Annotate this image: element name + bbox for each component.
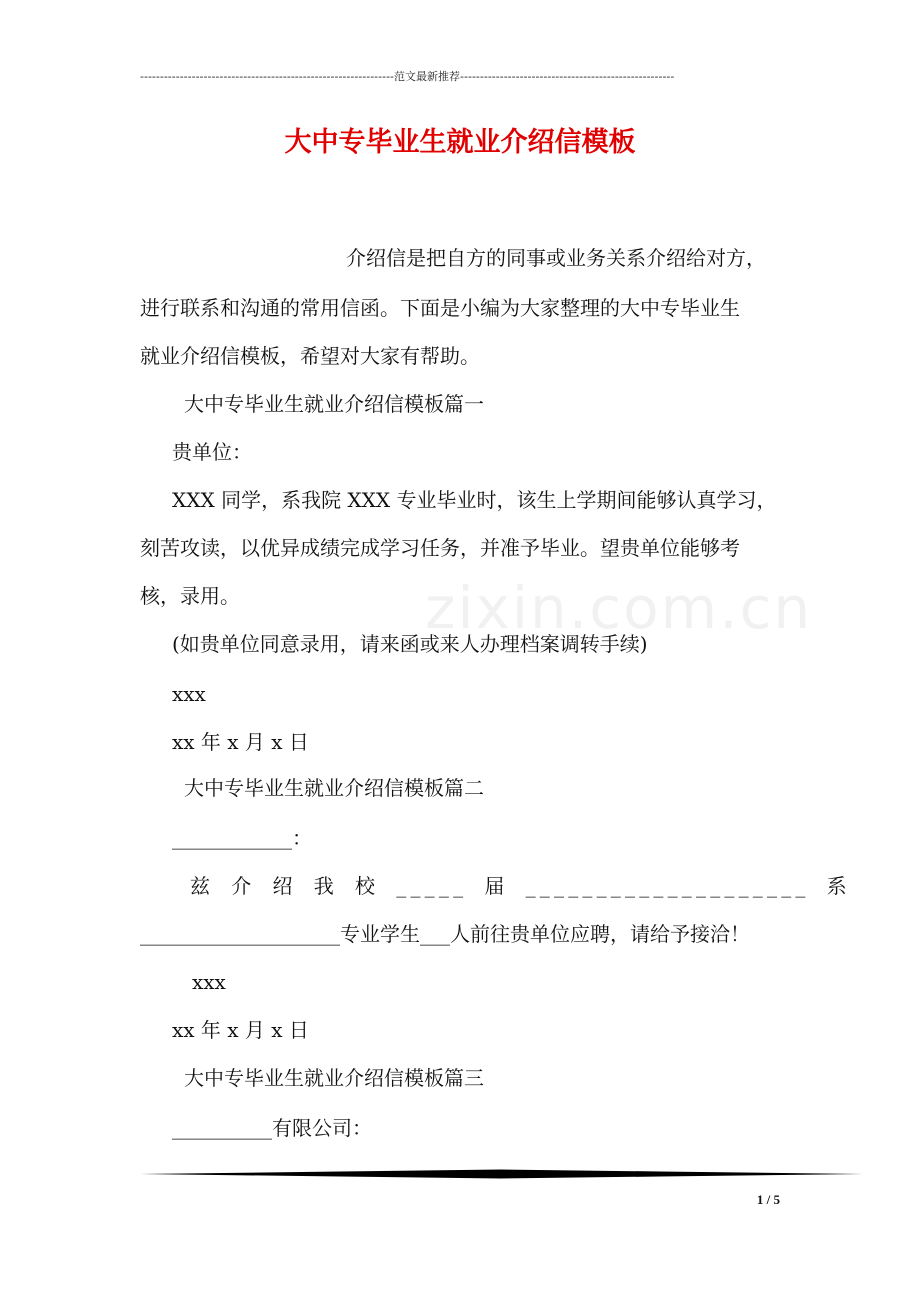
section-2-salutation: ____________： — [172, 826, 312, 850]
intro-line-2: 进行联系和沟通的常用信函。下面是小编为大家整理的大中专毕业生 — [140, 296, 740, 320]
section-1-signature: xxx — [172, 682, 206, 706]
section-1-line-3: 核，录用。 — [140, 584, 240, 608]
intro-line-3: 就业介绍信模板，希望对大家有帮助。 — [140, 344, 480, 368]
section-3-heading: 大中专毕业生就业介绍信模板篇三 — [184, 1066, 484, 1090]
section-1-heading: 大中专毕业生就业介绍信模板篇一 — [184, 392, 484, 416]
page-number: 1 / 5 — [756, 1192, 780, 1207]
document-title: 大中专毕业生就业介绍信模板 — [284, 127, 636, 158]
section-1-note: (如贵单位同意录用，请来函或来人办理档案调转手续) — [172, 632, 648, 656]
section-2-line-2: ____________________专业学生___人前往贵单位应聘，请给予接洽！ — [140, 922, 750, 946]
section-3-salutation: __________有限公司： — [172, 1116, 372, 1140]
section-2-date: xx 年 x 月 x 日 — [172, 1018, 309, 1042]
footer-rule — [140, 1168, 863, 1180]
section-1-date: xx 年 x 月 x 日 — [172, 730, 309, 754]
section-2-heading: 大中专毕业生就业介绍信模板篇二 — [184, 776, 484, 800]
section-1-salutation: 贵单位： — [172, 440, 252, 464]
section-2-signature: xxx — [192, 970, 226, 994]
page-header: ----------------------------------------------------------------范文最新推荐------------------------------------------------------ — [140, 70, 675, 83]
intro-line-1: 介绍信是把自方的同事或业务关系介绍给对方， — [346, 246, 766, 270]
watermark: zixin.com.cn — [425, 574, 813, 642]
section-1-line-2: 刻苦攻读，以优异成绩完成学习任务，并准予毕业。望贵单位能够考 — [140, 536, 740, 560]
section-1-line-1: XXX 同学，系我院 XXX 专业毕业时，该生上学期间能够认真学习， — [172, 488, 777, 512]
section-2-line-1: 兹 介 绍 我 校 _____ 届 ____________________ 系 — [190, 874, 851, 898]
